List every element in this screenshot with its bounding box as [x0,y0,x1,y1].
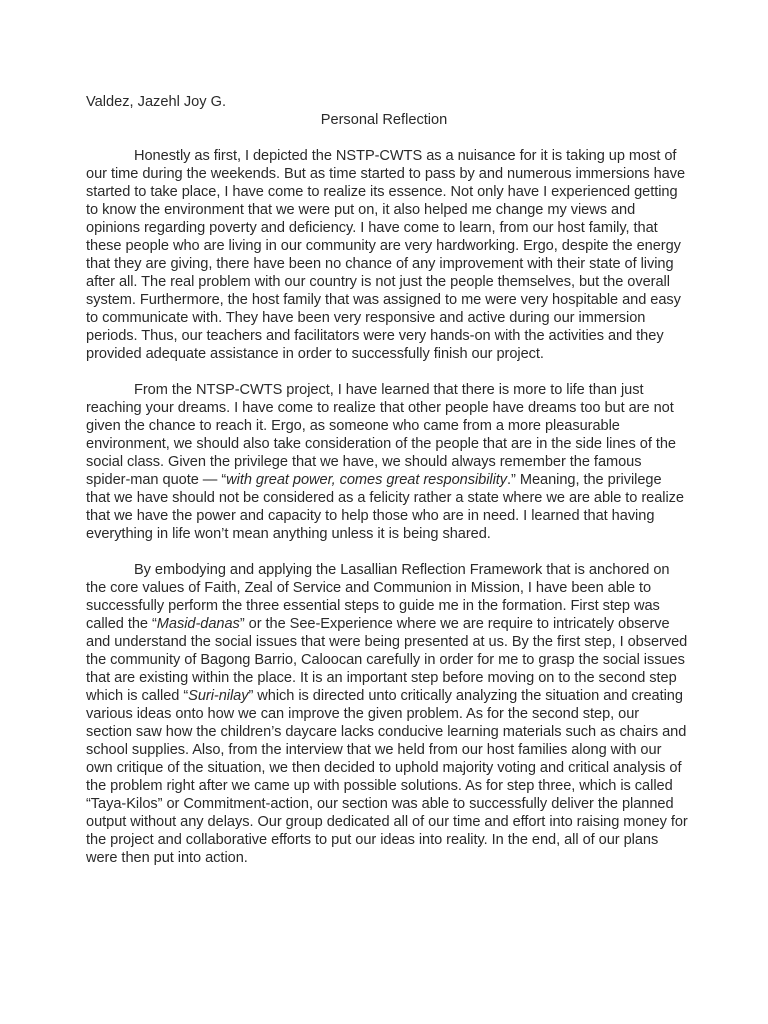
paragraph-2-text-b: .” Meaning, the privilege that we have should not be considered as a felicity rather a state where we are able to realize that we have the power and capacity to help those who are in need. I learned that having everything in life won’t mean anything unless it is being shared. [86,472,684,542]
spiderman-quote: with great power, comes great responsibility [226,472,508,488]
paragraph-2 [86,381,688,543]
paragraph-3-text-a: By embodying and applying the Lasallian Reflection Framework that is anchored on the core values of Faith, Zeal of Service and Communion in Mission, I have been able to successfully perform the three essential steps to guide me in the formation. First step was called the “ [86,562,670,632]
term-masid-danas: Masid-danas [156,616,240,632]
paragraph-2-text-a: From the NTSP-CWTS project, I have learned that there is more to life than just reaching your dreams. I have come to realize that other people have dreams too but are not given the chance to reach it. Ergo, as someone who came from a more pleasurable environment, we should also take consideration of the people that are in the side lines of the social class. Given the privilege that we have, we should always remember the famous spider-man quote — “ [86,382,676,488]
term-suri-nilay: Suri-nilay [188,688,249,704]
paragraph-3-text-c: ” which is directed unto critically analyzing the situation and creating various ideas onto how we can improve the given problem. As for the second step, our section saw how the children’s daycare lacks conducive learning materials such as chairs and school supplies. Also, from the interview that we held from our host families along with our own critique of the situation, we then decided to uphold majority voting and critical analysis of the problem right after we came up with possible solutions. As for step three, which is called “Taya-Kilos” or Commitment-action, our section was able to successfully deliver the planned output without any delays. Our group dedicated all of our time and effort into raising money for the project and collaborative efforts to put our ideas into reality. In the end, all of our plans were then put into action. [86,688,688,866]
paragraph-1-text: Honestly as first, I depicted the NSTP-CWTS as a nuisance for it is taking up most of our time during the weekends. But as time started to pass by and numerous immersions have started to take place, I have come to realize its essence. Not only have I experienced getting to know the environment that we were put on, it also helped me change my views and opinions regarding poverty and deficiency. I have come to learn, from our host family, that these people who are living in our community are very hardworking. Ergo, despite the energy that they are giving, there have been no chance of any improvement with their state of living after all. The real problem with our country is not just the people themselves, but the overall system. Furthermore, the host family that was assigned to me were very hospitable and easy to communicate with. They have been very responsive and active during our immersion periods. Thus, our teachers and facilitators were very hands-on with the activities and they provided adequate assistance in order to successfully finish our project. [86,148,686,362]
paragraph-3 [86,561,688,867]
document-title-text: Personal Reflection [320,112,448,128]
author-name: Valdez, Jazehl Joy G. [86,94,227,110]
document-title [0,111,768,129]
paragraph-3-text-b: ” or the See-Experience where we are require to intricately observe and understand the social issues that were being presented at us. By the first step, I observed the community of Bagong Barrio, Caloocan carefully in order for me to grasp the social issues that are existing within the place. It is an important step before moving on to the second step which is called “ [86,616,688,704]
body-text [86,147,688,885]
paragraph-1 [86,147,688,363]
